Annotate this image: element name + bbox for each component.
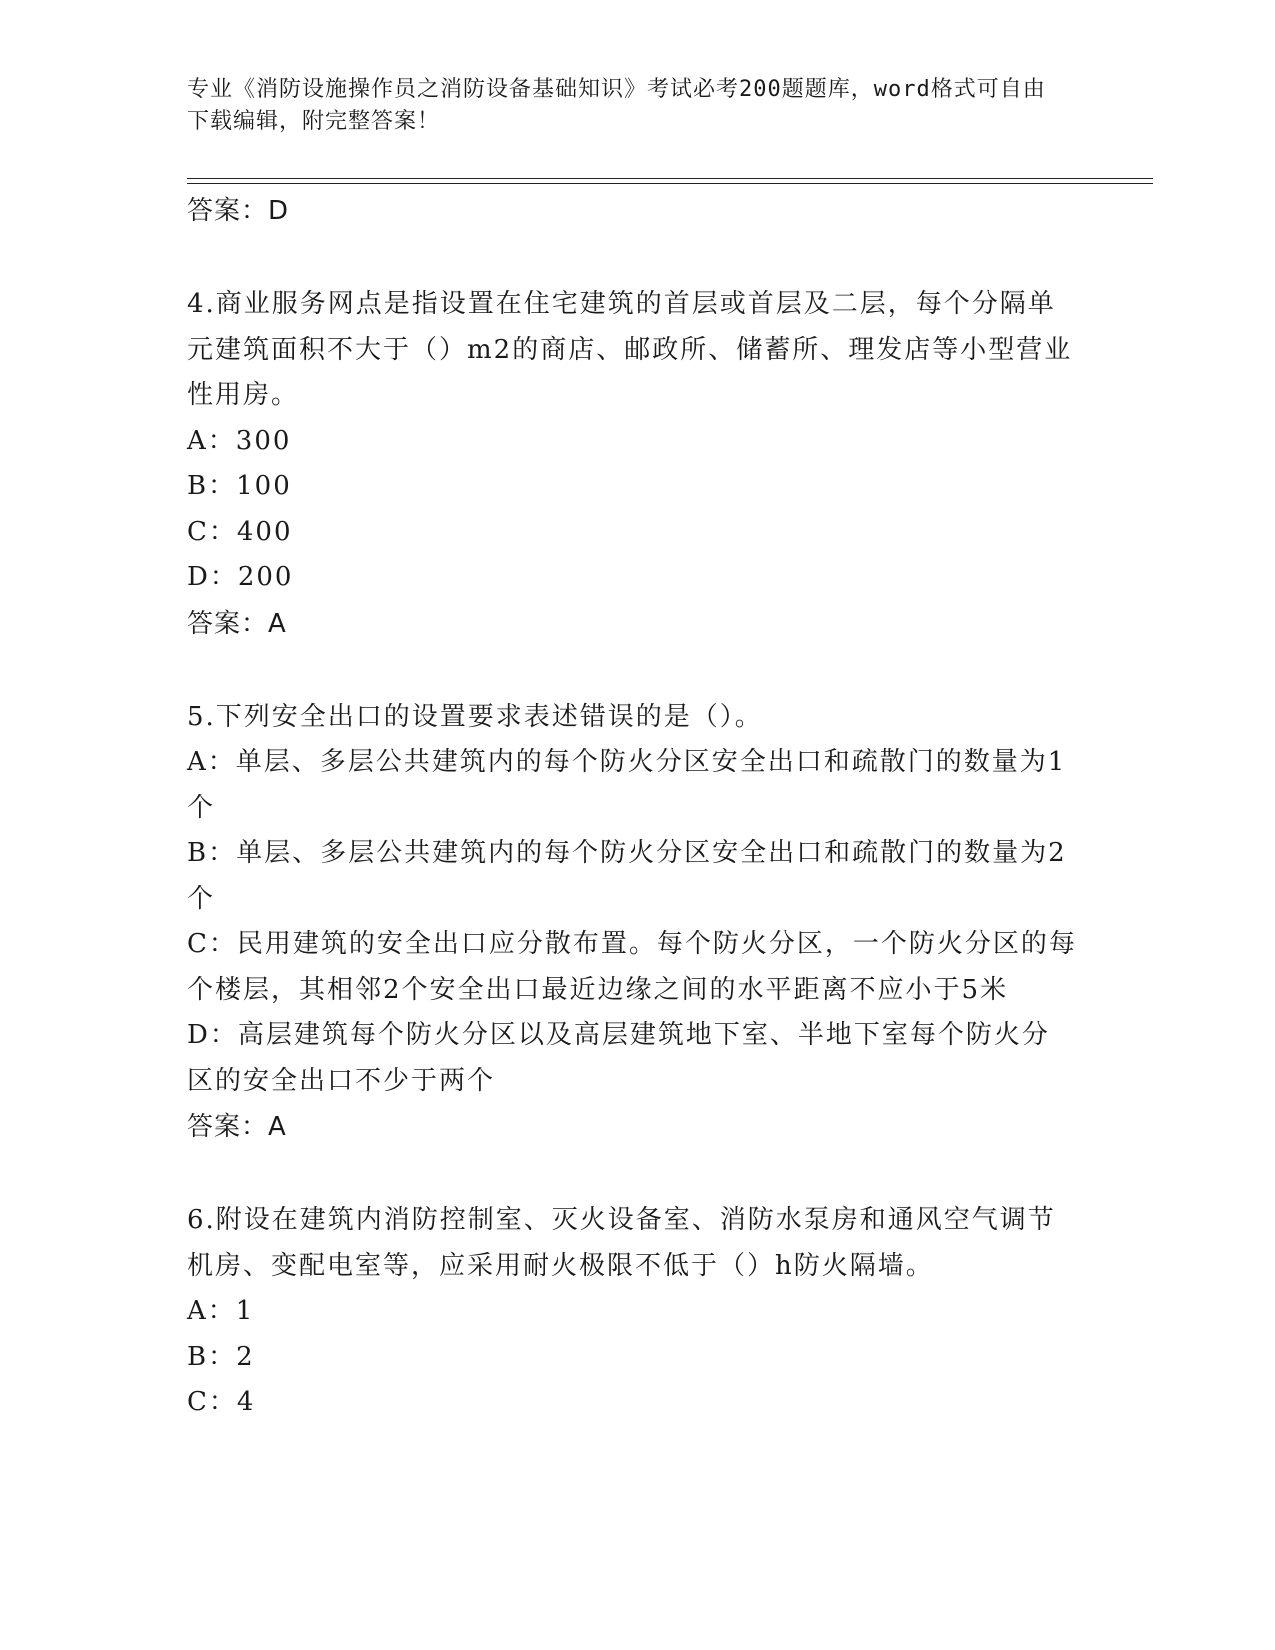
question-list xyxy=(187,188,1077,1426)
option-b: B：单层、多层公共建筑内的每个防火分区安全出口和疏散门的数量为2个 xyxy=(187,838,1067,914)
question-block xyxy=(187,282,1077,647)
header-divider-second xyxy=(187,183,1153,184)
question-stem: 6.附设在建筑内消防控制室、灭火设备室、消防水泵房和通风空气调节机房、变配电室等，应采用耐火极限不低于（）h防火隔墙。 xyxy=(187,1205,1056,1281)
question-stem: 4.商业服务网点是指设置在住宅建筑的首层或首层及二层，每个分隔单元建筑面积不大于（）m2的商店、邮政所、储蓄所、理发店等小型营业性用房。 xyxy=(187,289,1073,410)
question-stem: 5.下列安全出口的设置要求表述错误的是（）。 xyxy=(187,701,763,732)
option-d: D：高层建筑每个防火分区以及高层建筑地下室、半地下室每个防火分区的安全出口不少于两个 xyxy=(187,1020,1050,1096)
document-header: 专业《消防设施操作员之消防设备基础知识》考试必考200题题库，word格式可自由下载编辑，附完整答案！ xyxy=(187,77,1046,134)
option-c: C：4 xyxy=(187,1387,256,1417)
option-c: C：民用建筑的安全出口应分散布置。每个防火分区，一个防火分区的每个楼层，其相邻2个安全出口最近边缘之间的水平距离不应小于5米 xyxy=(187,929,1077,1005)
option-b: B：100 xyxy=(187,471,292,501)
answer-line: 答案：D xyxy=(187,196,290,226)
option-a: A：1 xyxy=(187,1296,255,1326)
answer-line: 答案：A xyxy=(187,608,287,639)
option-d: D：200 xyxy=(187,562,294,592)
option-a: A：单层、多层公共建筑内的每个防火分区安全出口和疏散门的数量为1个 xyxy=(187,747,1067,823)
answer-line: 答案：A xyxy=(187,1112,287,1142)
question-block xyxy=(187,1198,1077,1426)
option-c: C：400 xyxy=(187,516,293,547)
option-a: A：300 xyxy=(187,425,292,456)
option-b: B：2 xyxy=(187,1341,255,1372)
header-divider xyxy=(187,178,1153,179)
question-block xyxy=(187,695,1077,1151)
